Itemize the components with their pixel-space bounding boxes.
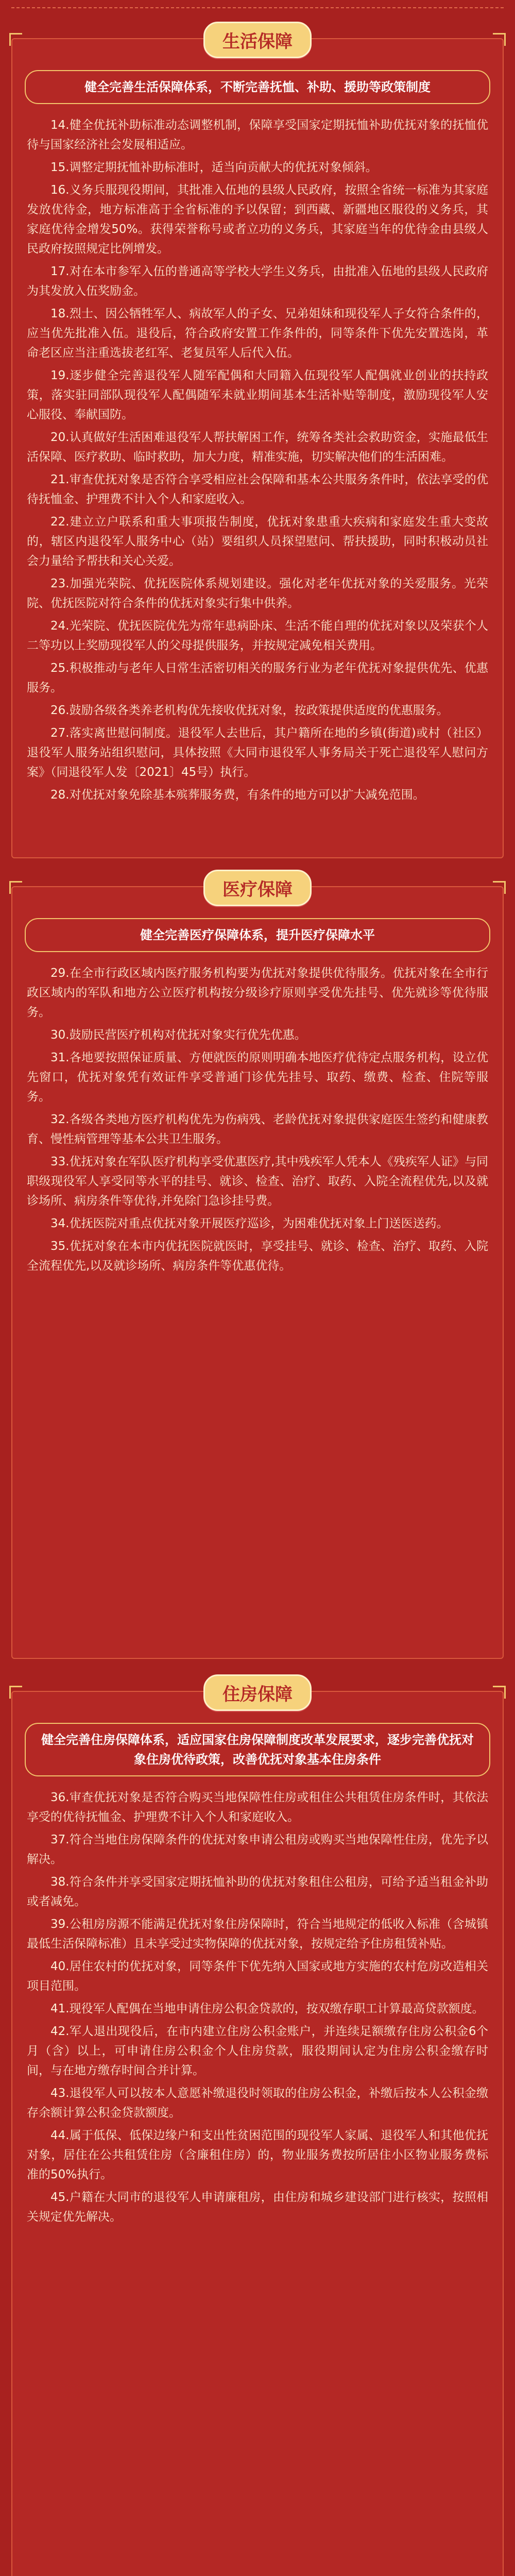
list-item: 26.鼓励各级各类养老机构优先接收优抚对象，按政策提供适度的优惠服务。 (50, 704, 449, 717)
list-item: 39.公租房房源不能满足优抚对象住房保障时，符合当地规定的低收入标准（含城镇最低生活保障标准）且未享受过实物保障的优抚对象，按规定给予住房租赁补贴。 (27, 1918, 488, 1951)
list-item: 30.鼓励民营医疗机构对优抚对象实行优先优惠。 (50, 1028, 306, 1042)
section-title: 生活保障 (203, 22, 312, 58)
list-item: 44.属于低保、低保边缘户和支出性贫困范围的现役军人家属、退役军人和其他优抚对象，居住在公共租赁住房（含廉租住房）的，物业服务费按所居住小区物业服务费标准的50%执行。 (27, 2129, 488, 2181)
list-item: 34.优抚医院对重点优抚对象开展医疗巡诊，为困难优抚对象上门送医送药。 (50, 1217, 449, 1230)
list-item: 25.积极推动与老年人日常生活密切相关的服务行业为老年优抚对象提供优先、优惠服务。 (27, 662, 488, 694)
list-item: 43.退役军人可以按本人意愿补缴退役时领取的住房公积金，补缴后按本人公积金缴存余额计算公积金贷款额度。 (27, 2087, 488, 2120)
list-item: 18.烈士、因公牺牲军人、病故军人的子女、兄弟姐妹和现役军人子女符合条件的，应当优先批准入伍。退役后，符合政府安置工作条件的，同等条件下优先安置选岗，革命老区应当注重选拔老红军、老复员军人后代入伍。 (27, 307, 488, 360)
list-item: 33.优抚对象在军队医疗机构享受优惠医疗,其中残疾军人凭本人《残疾军人证》与同职级现役军人享受同等水平的挂号、就诊、检查、治疗、取药、入院全流程优先,以及就诊场所、病房条件等优待,并免除门急诊挂号费。 (27, 1155, 488, 1208)
list-item: 16.义务兵服现役期间，其批准入伍地的县级人民政府，按照全省统一标准为其家庭发放优待金，地方标准高于全省标准的予以保留；到西藏、新疆地区服役的义务兵，其家庭优待金增发50%。获得荣誉称号或者立功的义务兵，其家庭当年的优待金由县级人民政府按照规定比例增发。 (27, 183, 488, 256)
list-item: 15.调整定期抚恤补助标准时，适当向贡献大的优抚对象倾斜。 (50, 161, 377, 174)
section-medical-security (11, 879, 504, 1659)
list-item: 37.符合当地住房保障条件的优抚对象申请公租房或购买当地保障性住房，优先予以解决。 (27, 1833, 488, 1866)
list-item: 22.建立立户联系和重大事项报告制度，优抚对象患重大疾病和家庭发生重大变故的，辖区内退役军人服务中心（站）要组织人员探望慰问、帮扶援助，同时积极动员社会力量给予帮扶和关心关爱。 (27, 515, 488, 568)
list-item: 45.户籍在大同市的退役军人申请廉租房，由住房和城乡建设部门进行核实，按照相关规定优先解决。 (27, 2191, 488, 2224)
list-item: 42.军人退出现役后，在市内建立住房公积金账户，并连续足额缴存住房公积金6个月（含）以上，可申请住房公积金个人住房贷款，服役期间认定为住房公积金缴存时间，与在地方缴存时间合并计算。 (27, 2025, 488, 2077)
list-item: 31.各地要按照保证质量、方便就医的原则明确本地医疗优待定点服务机构，设立优先窗口，优抚对象凭有效证件享受普通门诊优先挂号、取药、缴费、检查、住院等服务。 (27, 1051, 488, 1104)
section-subtitle: 健全完善医疗保障体系，提升医疗保障水平 (25, 918, 490, 952)
section-housing-security (11, 1684, 504, 2576)
list-item: 27.落实离世慰问制度。退役军人去世后，其户籍所在地的乡镇(街道)或村（社区）退役军人服务站组织慰问，具体按照《大同市退役军人事务局关于死亡退役军人慰问方案》（同退役军人发〔2021〕45号）执行。 (27, 726, 488, 779)
section-subtitle: 健全完善生活保障体系，不断完善抚恤、补助、援助等政策制度 (25, 70, 490, 104)
list-item: 36.审查优抚对象是否符合购买当地保障性住房或租住公共租赁住房条件时，其依法享受的优待抚恤金、护理费不计入个人和家庭收入。 (27, 1791, 488, 1824)
section-items (12, 963, 503, 1291)
list-item: 21.审查优抚对象是否符合享受相应社会保障和基本公共服务条件时，依法享受的优待抚恤金、护理费不计入个人和家庭收入。 (27, 473, 488, 506)
section-living-security (11, 31, 504, 858)
list-item: 28.对优抚对象免除基本殡葬服务费，有条件的地方可以扩大减免范围。 (50, 788, 425, 802)
section-subtitle: 健全完善住房保障体系，适应国家住房保障制度改革发展要求，逐步完善优抚对象住房优待政策，改善优抚对象基本住房条件 (25, 1723, 490, 1776)
list-item: 23.加强光荣院、优抚医院体系规划建设。强化对老年优抚对象的关爱服务。光荣院、优抚医院对符合条件的优抚对象实行集中供养。 (27, 577, 488, 610)
list-item: 19.逐步健全完善退役军人随军配偶和大同籍入伍现役军人配偶就业创业的扶持政策，落实驻同部队现役军人配偶随军未就业期间基本生活补贴等制度，激励现役军人安心服役、奉献国防。 (27, 369, 488, 421)
list-item: 40.居住农村的优抚对象，同等条件下优先纳入国家或地方实施的农村危房改造相关项目范围。 (27, 1960, 488, 1993)
list-item: 41.现役军人配偶在当地申请住房公积金贷款的，按双缴存职工计算最高贷款额度。 (50, 2002, 484, 2015)
top-divider (11, 2, 504, 8)
list-item: 17.对在本市参军入伍的普通高等学校大学生义务兵，由批准入伍地的县级人民政府为其发放入伍奖励金。 (27, 265, 488, 298)
section-title: 医疗保障 (203, 870, 312, 906)
section-title: 住房保障 (203, 1674, 312, 1711)
list-item: 24.光荣院、优抚医院优先为常年患病卧床、生活不能自理的优抚对象以及荣获个人二等功以上奖励现役军人的父母提供服务，并按规定减免相关费用。 (27, 619, 488, 652)
list-item: 32.各级各类地方医疗机构优先为伤病残、老龄优抚对象提供家庭医生签约和健康教育、慢性病管理等基本公共卫生服务。 (27, 1113, 488, 1146)
list-item: 29.在全市行政区域内医疗服务机构要为优抚对象提供优待服务。优抚对象在全市行政区域内的军队和地方公立医疗机构按分级诊疗原则享受优先挂号、优先就诊等优待服务。 (27, 967, 488, 1019)
list-item: 38.符合条件并享受国家定期抚恤补助的优抚对象租住公租房，可给予适当租金补助或者减免。 (27, 1875, 488, 1908)
list-item: 20.认真做好生活困难退役军人帮扶解困工作，统筹各类社会救助资金，实施最低生活保障、医疗救助、临时救助，加大力度，精准实施，切实解决他们的生活困难。 (27, 431, 488, 464)
list-item: 14.健全优抚补助标准动态调整机制，保障享受国家定期抚恤补助优抚对象的抚恤优待与国家经济社会发展相适应。 (27, 118, 488, 151)
section-items (12, 115, 503, 820)
list-item: 35.优抚对象在本市内优抚医院就医时，享受挂号、就诊、检查、治疗、取药、入院全流程优先,以及就诊场所、病房条件等优惠优待。 (27, 1240, 488, 1273)
section-items (12, 1788, 503, 2242)
